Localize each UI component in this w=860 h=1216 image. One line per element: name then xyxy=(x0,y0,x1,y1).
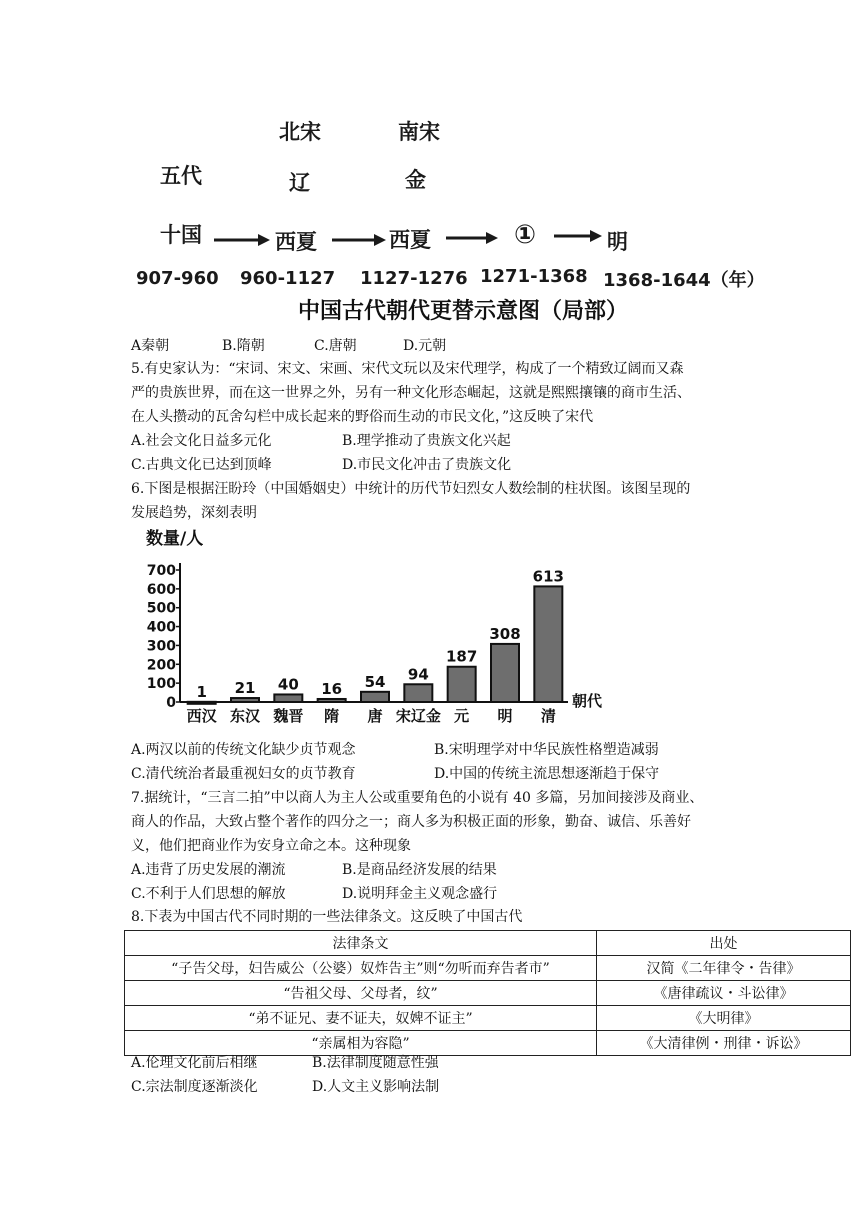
bar xyxy=(188,702,216,704)
q7-option-a[interactable]: A.违背了历史发展的潮流 xyxy=(131,862,286,878)
table-cell-clause: “弟不证兄、妻不证夫，奴婢不证主” xyxy=(125,1006,597,1031)
category-label: 明 xyxy=(497,707,513,725)
category-label: 清 xyxy=(540,707,556,725)
y-tick-label: 500 xyxy=(146,600,176,617)
category-label: 东汉 xyxy=(229,707,261,725)
chart-y-axis-label: 数量/人 xyxy=(146,529,204,549)
q5-stem-line-3: 在人头攒动的瓦舍勾栏中成长起来的野俗而生动的市民文化，”这反映了宋代 xyxy=(131,409,594,425)
table-row xyxy=(125,1006,851,1031)
bar-value-label: 40 xyxy=(277,675,299,694)
q6-option-d[interactable]: D.中国的传统主流思想逐渐趋于保守 xyxy=(434,766,660,782)
label-wudai: 五代 xyxy=(160,164,202,188)
category-label: 唐 xyxy=(367,707,383,725)
q4-option-c[interactable]: C.唐朝 xyxy=(314,338,357,354)
label-xixia-2: 西夏 xyxy=(389,228,431,252)
bar xyxy=(404,684,432,702)
y-tick-label: 600 xyxy=(146,581,176,598)
label-beisong: 北宋 xyxy=(279,120,321,144)
y-tick-label: 100 xyxy=(146,676,176,693)
q5-option-c[interactable]: C.古典文化已达到顶峰 xyxy=(131,457,272,473)
bar xyxy=(361,692,389,702)
bar-value-label: 613 xyxy=(532,567,564,586)
bar xyxy=(491,644,519,702)
year-range-1: 907-960 xyxy=(136,268,219,289)
table-cell-source: 《唐律疏议・斗讼律》 xyxy=(597,981,851,1006)
q8-option-a[interactable]: A.伦理文化前后相继 xyxy=(131,1055,258,1071)
q8-option-c[interactable]: C.宗法制度逐渐淡化 xyxy=(131,1079,258,1095)
label-liao: 辽 xyxy=(289,171,310,195)
bar xyxy=(448,667,476,702)
q7-stem-line-3: 义，他们把商业作为安身立命之本。这种现象 xyxy=(131,838,411,854)
q5-option-a[interactable]: A.社会文化日益多元化 xyxy=(131,433,272,449)
table-cell-clause: “亲属相为容隐” xyxy=(125,1031,597,1056)
bar xyxy=(274,694,302,702)
q6-stem-line-2: 发展趋势，深刻表明 xyxy=(131,505,257,521)
y-tick-label: 300 xyxy=(146,638,176,655)
category-label: 西汉 xyxy=(186,707,217,725)
category-label: 隋 xyxy=(324,707,340,725)
q6-option-b[interactable]: B.宋明理学对中华民族性格塑造减弱 xyxy=(434,742,659,758)
q4-option-d[interactable]: D.元朝 xyxy=(403,338,447,354)
diagram-arrows xyxy=(0,0,860,300)
label-ming: 明 xyxy=(607,230,628,254)
q6-option-c[interactable]: C.清代统治者最重视妇女的贞节教育 xyxy=(131,766,356,782)
law-table xyxy=(124,930,851,1056)
table-cell-source: 汉简《二年律令・告律》 xyxy=(597,956,851,981)
category-label: 魏晋 xyxy=(273,707,304,725)
year-range-4: 1271-1368 xyxy=(480,266,588,287)
bar-value-label: 54 xyxy=(364,672,386,691)
q7-stem-line-2: 商人的作品，大致占整个著作的四分之一；商人多为积极正面的形象，勤奋、诚信、乐善好 xyxy=(131,814,691,830)
table-header-clause: 法律条文 xyxy=(125,931,597,956)
table-header-row xyxy=(125,931,851,956)
y-tick-label: 400 xyxy=(146,619,176,636)
y-tick-label: 700 xyxy=(146,563,176,579)
q5-stem-line-1: 5.有史家认为：“宋词、宋文、宋画、宋代文玩以及宋代理学，构成了一个精致辽阔而又森 xyxy=(131,361,684,377)
q4-option-a[interactable]: A秦朝 xyxy=(131,338,170,354)
label-shiguo: 十国 xyxy=(160,223,202,247)
category-label: 元 xyxy=(454,707,470,725)
table-row xyxy=(125,956,851,981)
q6-option-a[interactable]: A.两汉以前的传统文化缺少贞节观念 xyxy=(131,742,356,758)
bar-value-label: 94 xyxy=(407,665,429,684)
q7-option-b[interactable]: B.是商品经济发展的结果 xyxy=(342,862,497,878)
q7-option-c[interactable]: C.不利于人们思想的解放 xyxy=(131,886,286,902)
table-cell-clause: “子告父母，妇告威公（公婆）奴炸告主”则“勿听而弃告者市” xyxy=(125,956,597,981)
bar-value-label: 21 xyxy=(234,679,256,698)
bar xyxy=(534,586,562,702)
y-tick-label: 0 xyxy=(166,695,176,711)
label-xixia-1: 西夏 xyxy=(275,230,317,254)
diagram-caption: 中国古代朝代更替示意图（局部） xyxy=(298,299,629,324)
q5-stem-line-2: 严的贵族世界，而在这一世界之外，另有一种文化形态崛起，这就是熙熙攘镶的商市生活、 xyxy=(131,385,691,401)
bar-chart xyxy=(130,525,630,730)
table-cell-source: 《大明律》 xyxy=(597,1006,851,1031)
q8-stem: 8.下表为中国古代不同时期的一些法律条文。这反映了中国古代 xyxy=(131,909,523,925)
q4-option-b[interactable]: B.隋朝 xyxy=(222,338,265,354)
bar-value-label: 187 xyxy=(446,647,478,666)
y-tick-label: 200 xyxy=(146,657,176,674)
bar-value-label: 16 xyxy=(321,679,343,698)
chart-x-axis-label: 朝代 xyxy=(572,692,603,710)
label-jin: 金 xyxy=(405,168,426,192)
table-header-source: 出处 xyxy=(597,931,851,956)
year-range-3: 1127-1276 xyxy=(360,268,468,289)
q7-option-d[interactable]: D.说明拜金主义观念盛行 xyxy=(342,886,498,902)
table-cell-source: 《大清律例・刑律・诉讼》 xyxy=(597,1031,851,1056)
table-cell-clause: “告祖父母、父母者，纹” xyxy=(125,981,597,1006)
bar-value-label: 1 xyxy=(196,682,207,701)
table-row xyxy=(125,981,851,1006)
q5-option-d[interactable]: D.市民文化冲击了贵族文化 xyxy=(342,457,512,473)
label-nansong: 南宋 xyxy=(398,120,440,144)
year-range-5: 1368-1644（年） xyxy=(603,270,765,291)
category-label: 宋辽金 xyxy=(395,707,441,725)
q8-option-d[interactable]: D.人文主义影响法制 xyxy=(312,1079,440,1095)
bar xyxy=(318,699,346,702)
q8-option-b[interactable]: B.法律制度随意性强 xyxy=(312,1055,439,1071)
q5-option-b[interactable]: B.理学推动了贵族文化兴起 xyxy=(342,433,511,449)
bar xyxy=(231,698,259,702)
bar-value-label: 308 xyxy=(489,624,521,643)
q7-stem-line-1: 7.据统计，“三言二拍”中以商人为主人公或重要角色的小说有 40 多篇，另加间接涉及商业、 xyxy=(131,790,704,806)
q6-stem-line-1: 6.下图是根据汪盼玲（中国婚姻史）中统计的历代节妇烈女人数绘制的柱状图。该图呈现的 xyxy=(131,481,691,497)
label-blank-marker: ① xyxy=(514,220,537,250)
year-range-2: 960-1127 xyxy=(240,268,336,289)
